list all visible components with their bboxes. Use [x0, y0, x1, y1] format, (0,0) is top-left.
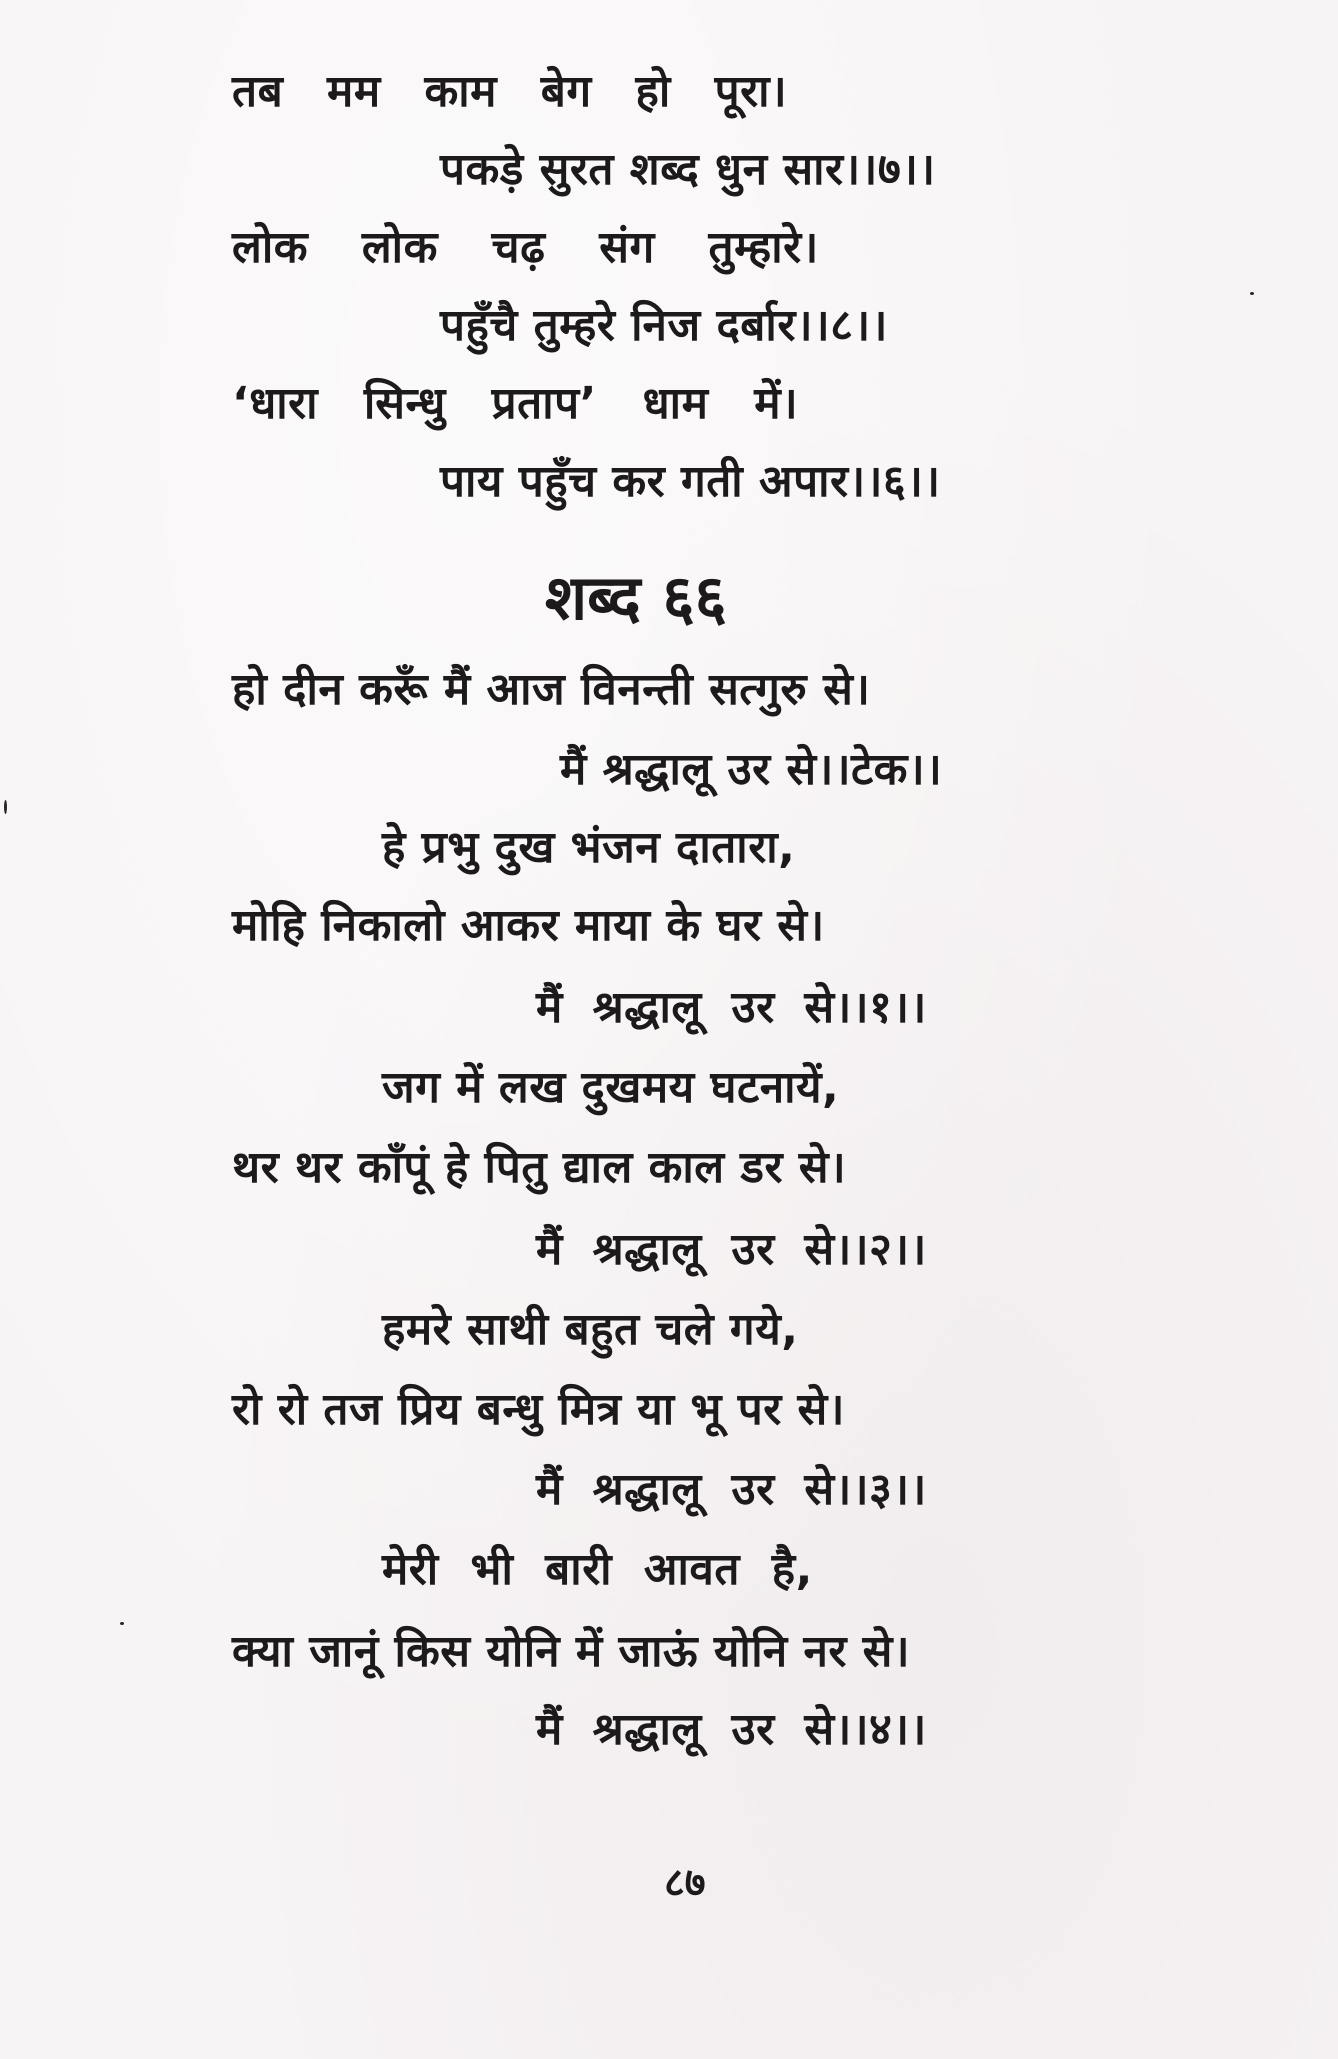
page-number: ८७ [664, 1860, 706, 1906]
section-heading: शब्द ६६ [545, 561, 727, 634]
verse-line: पाय पहुँच कर गती अपार।।६।। [440, 456, 941, 507]
verse-line: ‘धारा सिन्धु प्रताप’ धाम में। [232, 378, 799, 429]
verse-line: पहुँचै तुम्हरे निज दर्बार।।८।। [440, 300, 888, 351]
verse-line: हमरे साथी बहुत चले गये, [382, 1304, 799, 1355]
verse-line: जग में लख दुखमय घटनायें, [382, 1062, 840, 1113]
verse-line: मेरी भी बारी आवत है, [382, 1544, 813, 1595]
verse-line: मोहि निकालो आकर माया के घर से। [232, 900, 825, 951]
ink-speck [1250, 292, 1254, 295]
verse-line: रो रो तज प्रिय बन्धु मित्र या भू पर से। [232, 1384, 845, 1435]
refrain-line: मैं श्रद्धालू उर से।।३।। [536, 1464, 927, 1515]
verse-line: हो दीन करूँ मैं आज विनन्ती सत्गुरु से। [232, 664, 871, 715]
verse-line: हे प्रभु दुख भंजन दातारा, [382, 822, 796, 873]
ink-speck [120, 1622, 124, 1625]
refrain-line: मैं श्रद्धालू उर से।।४।। [536, 1704, 927, 1755]
verse-line: क्या जानूं किस योनि में जाऊं योनि नर से। [232, 1626, 911, 1677]
refrain-line: मैं श्रद्धालू उर से।।२।। [536, 1224, 927, 1275]
ink-speck [4, 800, 7, 814]
refrain-line: मैं श्रद्धालू उर से।।१।। [536, 982, 927, 1033]
refrain-line: मैं श्रद्धालू उर से।।टेक।। [560, 744, 943, 795]
verse-line: थर थर काँपूं हे पितु द्याल काल डर से। [232, 1142, 847, 1193]
verse-line: तब मम काम बेग हो पूरा। [232, 66, 788, 117]
verse-line: पकड़े सुरत शब्द धुन सार।।७।। [440, 144, 936, 195]
verse-line: लोक लोक चढ़ संग तुम्हारे। [232, 222, 819, 273]
